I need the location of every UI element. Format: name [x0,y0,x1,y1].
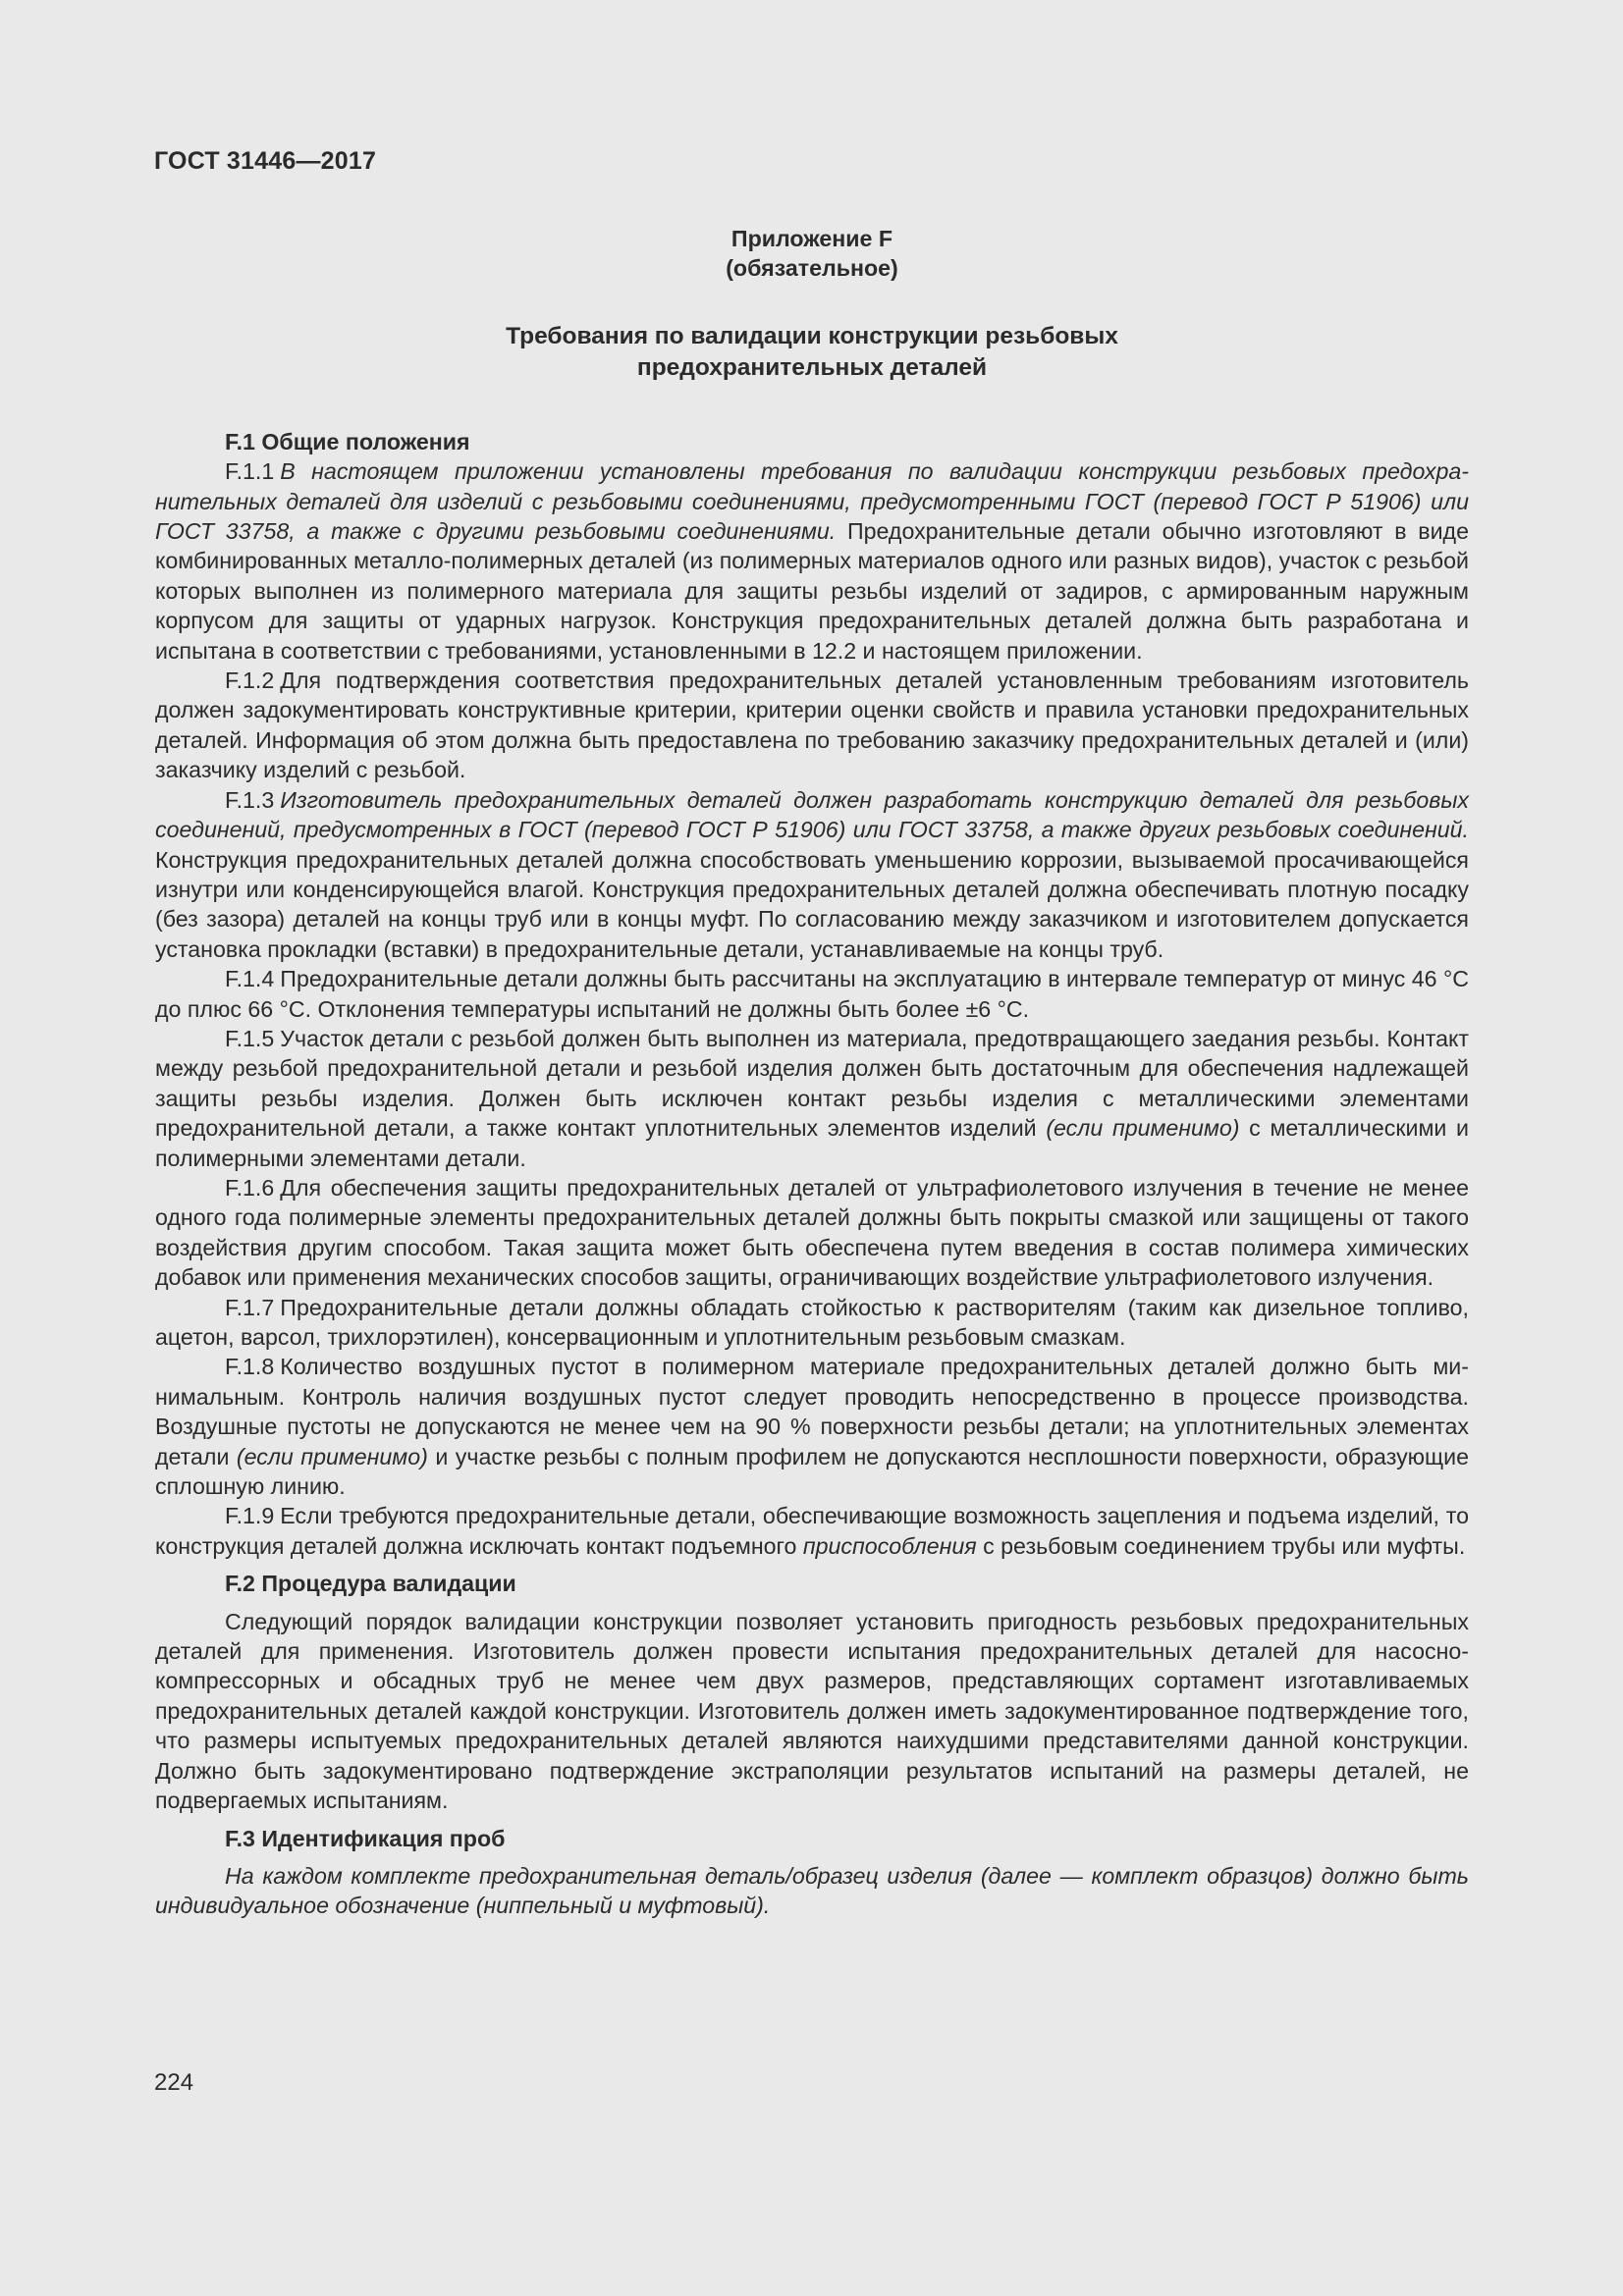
clause-text: Конструкция предохранительных деталей должна способствовать уменьшению коррозии, вызываемой просачивающейся изнутри или конденсирующейся влагой. Конструкция предохранительных деталей должна обеспечивать плотную посадку (без зазора) деталей на концы труб или в концы муфт. По согласованию между заказчиком и изготовителем допускается установка прокладки (вставки) в предохранительные детали, устанавливаемые на концы труб. [155,846,1469,962]
section-heading-f1: F.1 Общие положения [225,428,470,454]
clause-f1-6 [155,1173,1469,1293]
clause-italic-text: Изготовитель предохранительных деталей должен разработать конструкцию деталей для резьбовых соединений, предусмотренных в ГОСТ (перевод ГОСТ Р 51906) или ГОСТ 33758, а также других резьбовых соединений. [155,786,1469,843]
annex-heading [155,224,1469,284]
clause-number: F.1.7 [225,1294,275,1320]
clause-number: F.1.8 [225,1354,275,1380]
clause-text: Предохранительные детали обычно изготовляют в виде комбинированных металло-полимерных деталей (из полимерных материалов одного или разных видов), участок с резьбой которых выполнен из полимерного материала для защиты резьбы изделий от задиров, с армированным наружным корпусом для защиты от ударных нагрузок. Конструкция предохранительных деталей должна быть разработана и испытана в соответствии с требованиями, установленными в 12.2 и настоящем приложении. [155,518,1469,664]
page-content [155,224,1469,1921]
clause-f1-7 [155,1293,1469,1353]
clause-number: F.1.5 [225,1025,275,1051]
clause-italic-text: (если применимо) [1046,1115,1240,1142]
clause-text: Количество воздушных пустот в полимерном материале предохранительных деталей должно быть минимальным. Контроль наличия воздушных пустот следует проводить непосредственно в процессе производства. Воздушные пустоты не допускаются не менее чем на 90 % поверхности резьбы детали; на уплотнительных элементах детали [155,1354,1469,1469]
page-number: 224 [154,2069,194,2096]
clause-text: с резьбовым соединением трубы или муфты. [976,1532,1466,1559]
clause-f1-9 [155,1501,1469,1561]
clause-text: Предохранительные детали должны обладать стойкостью к растворителям (таким как дизельное топливо, ацетон, варсол, трихлорэтилен), консервационным и уплотнительным резьбовым смазкам. [155,1294,1469,1350]
clause-text: с металлическими и полимерными элементами детали. [155,1115,1469,1171]
clause-italic-text: На каждом комплекте предохранительная деталь/образец изделия (далее — комплект образцов) должно быть индивидуальное обозначение (ниппельный и муфтовый). [155,1862,1469,1919]
clause-number: F.1.6 [225,1174,275,1201]
clause-f1-3 [155,785,1469,964]
clause-number: F.1.9 [225,1503,275,1529]
annex-title-line1: Требования по валидации конструкции резьбовых [506,322,1118,349]
annex-title [155,321,1469,384]
clause-number: F.1.2 [225,667,275,694]
clause-f1-4 [155,964,1469,1024]
section-f2-paragraph: Следующий порядок валидации конструкции позволяет установить пригодность резьбовых предохранительных деталей для применения. Изготовитель должен провести испытания предохранительных деталей для насосно-компрессорных и обсадных труб не менее чем двух размеров, представляющих сортамент изготавливаемых предохранительных деталей каждой конструкции. Изготовитель должен иметь задокументированное подтверждение того, что размеры испытуемых предохранительных деталей являются наихудшими представителями данной конструкции. Должно быть задокументировано подтверждение экстраполяции результатов испытаний на размеры деталей, не подвергаемых испытаниям. [155,1608,1469,1814]
clause-f1-2 [155,666,1469,785]
annex-status: (обязательное) [726,255,898,282]
document-code-header: ГОСТ 31446—2017 [154,147,377,175]
section-f3-paragraph [155,1861,1469,1921]
clause-number: F.1.1 [225,458,275,485]
clause-f1-1 [155,456,1469,666]
annex-title-line2: предохранительных деталей [636,353,988,381]
clause-text: Для подтверждения соответствия предохранительных деталей установленным требованиям изготовитель должен задокументировать конструктивные критерии, критерии оценки свойств и правила установки предохранительных деталей. Информация об этом должна быть предоставлена по требованию заказчику предохранительных деталей и (или) заказчику изделий с резьбой. [155,667,1469,783]
annex-label: Приложение F [730,226,893,251]
clause-f1-5 [155,1024,1469,1173]
clause-text: Предохранительные детали должны быть рассчитаны на эксплуатацию в интервале температур от минус 46 °С до плюс 66 °С. Отклонения температуры испытаний не должны быть более ±6 °С. [155,966,1469,1022]
clause-italic-text: В настоящем приложении установлены требования по валидации конструкции резьбовых предохранительных деталей для изделий с резьбовыми соединениями, предусмотренными ГОСТ (перевод ГОСТ Р 51906) или ГОСТ 33758, а также с другими резьбовыми соединениями. [155,458,1469,545]
clause-text: Если требуются предохранительные детали, обеспечивающие возможность зацепления и подъема изделий, то конструкция деталей должна исключать контакт подъемного [155,1503,1469,1559]
section-heading-f2: F.2 Процедура валидации [225,1571,516,1597]
clause-text: Для обеспечения защиты предохранительных деталей от ультрафиолетового излучения в течение не менее одного года полимерные элементы предохранительных деталей должны быть покрыты смазкой или защищены от такого воздействия другим способом. Такая защита может быть обеспечена путем введения в состав полимера химических добавок или применения механических способов защиты, ограничивающих воздействие ультрафиолетового излучения. [155,1174,1469,1291]
clause-italic-text: (если применимо) [236,1443,428,1469]
section-heading-f3: F.3 Идентификация проб [225,1825,506,1851]
clause-text: Участок детали с резьбой должен быть выполнен из материала, предотвращающего заедания резьбы. Контакт между резьбой предохранительной детали и резьбой изделия должен быть достаточным для обеспечения надлежащей защиты резьбы изделия. Должен быть исключен контакт резьбы изделия с металлическими элементами предохранительной детали, а также контакт уплотнительных элементов изделий [155,1025,1469,1142]
clause-number: F.1.3 [225,786,275,813]
clause-italic-text: приспособления [802,1532,977,1559]
clause-text: и участке резьбы с полным профилем не допускаются несплошности поверхности, образующие сплошную линию. [155,1443,1469,1500]
clause-f1-8 [155,1352,1469,1501]
clause-number: F.1.4 [225,966,275,992]
